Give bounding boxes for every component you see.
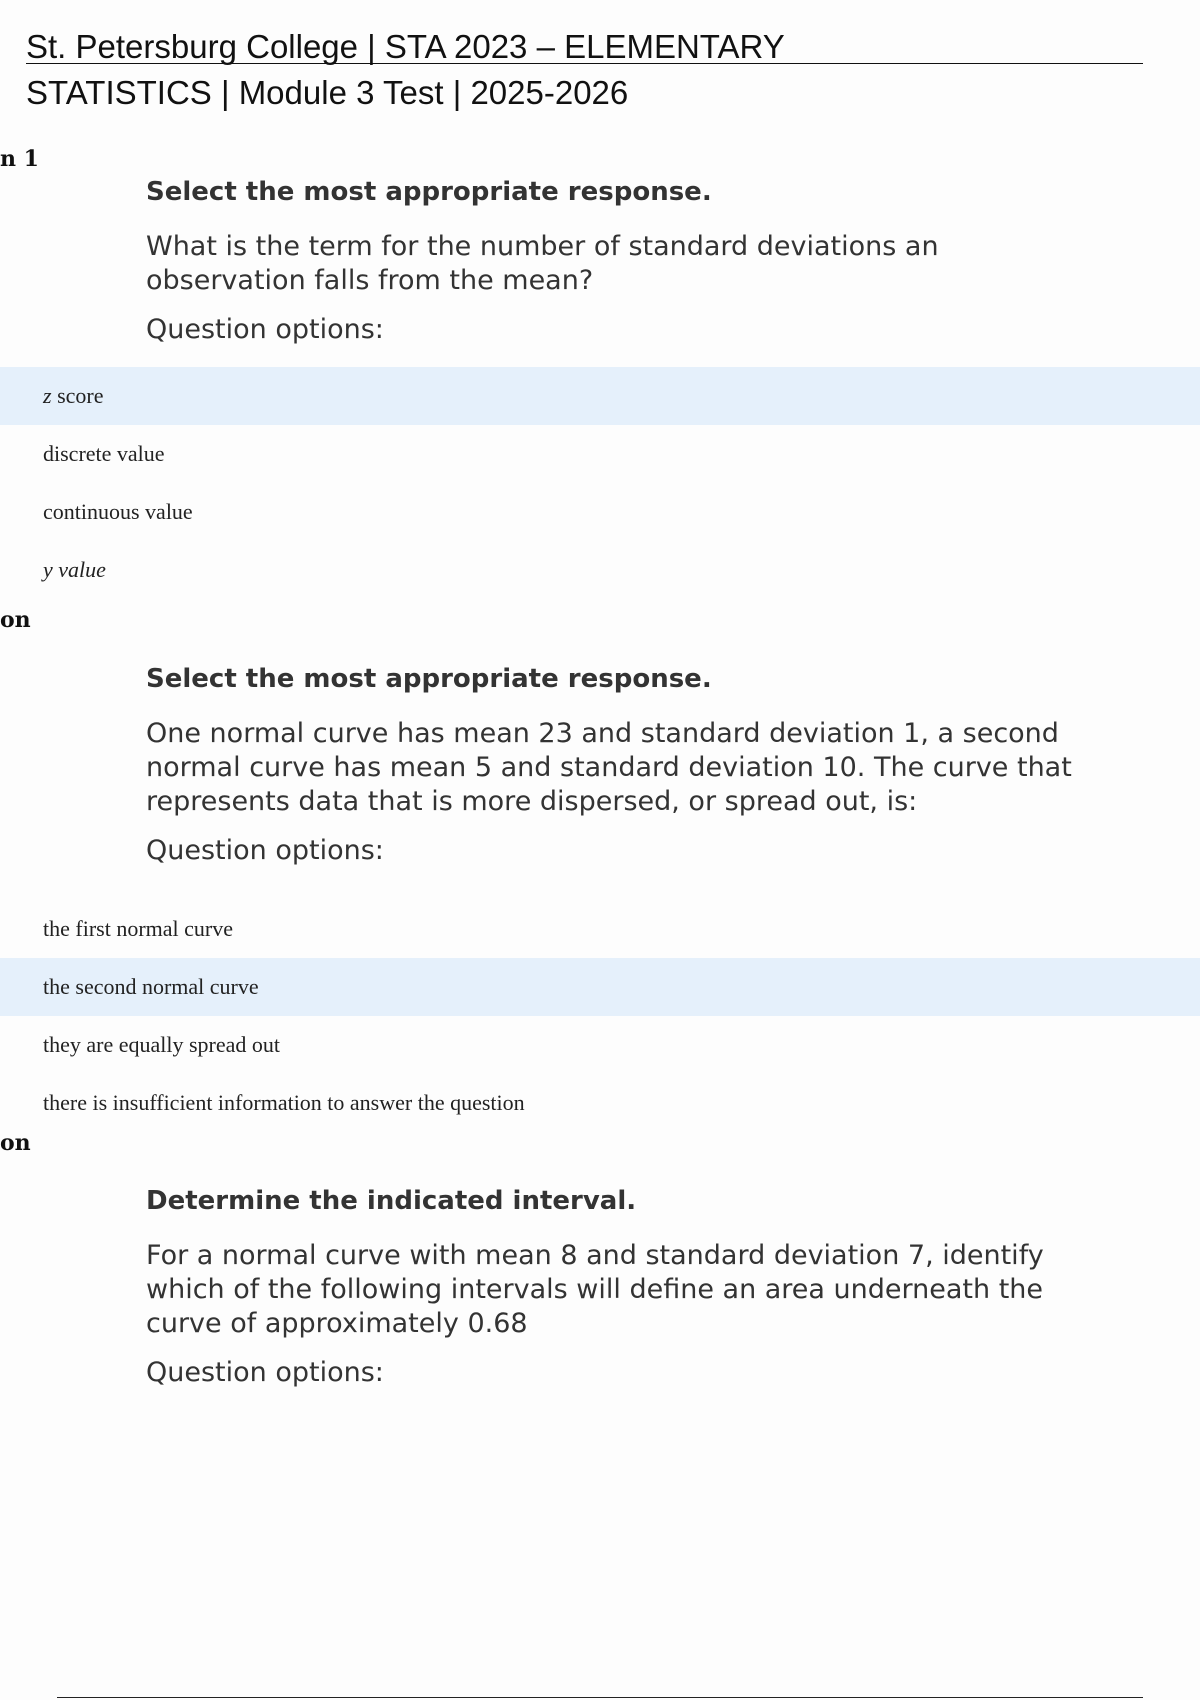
option-insufficient-information[interactable]: there is insufficient information to answer the question	[43, 1090, 525, 1115]
header-line-1: St. Petersburg College | STA 2023 – ELEMENTARY	[26, 24, 1143, 70]
question-1	[146, 174, 1106, 348]
question-3-options-label: Question options:	[146, 1357, 384, 1388]
question-1-instruction: Select the most appropriate response.	[146, 177, 712, 207]
option-equally-spread-out[interactable]: they are equally spread out	[43, 1032, 281, 1057]
question-2-instruction: Select the most appropriate response.	[146, 664, 712, 694]
option-z-score[interactable]	[0, 367, 1200, 425]
question-3-label: on	[0, 1130, 31, 1156]
question-2-options-label: Question options:	[146, 835, 384, 866]
question-2-options	[0, 900, 1200, 1132]
footer-rule	[57, 1697, 1143, 1698]
question-3-instruction: Determine the indicated interval.	[146, 1186, 637, 1216]
document-header	[26, 24, 1143, 116]
header-line-2: STATISTICS | Module 3 Test | 2025-2026	[26, 74, 629, 111]
option-first-normal-curve[interactable]: the first normal curve	[43, 916, 233, 941]
option-discrete-value[interactable]: discrete value	[43, 441, 165, 466]
question-2-text: One normal curve has mean 23 and standard deviation 1, a second normal curve has mean 5 and standard deviation 10. The curve that represents data that is more dispersed, or spread out, is:	[146, 718, 1072, 817]
question-1-options-label: Question options:	[146, 314, 384, 345]
option-z-score-label: score	[51, 383, 104, 408]
question-3-text: For a normal curve with mean 8 and standard deviation 7, identify which of the following intervals will define an area underneath the curve of approximately 0.68	[146, 1240, 1044, 1339]
option-second-normal-curve[interactable]: the second normal curve	[0, 958, 1200, 1016]
question-3	[146, 1183, 1106, 1391]
question-2-label: on	[0, 607, 31, 633]
question-1-label: n 1	[0, 146, 39, 172]
option-continuous-value[interactable]: continuous value	[43, 499, 193, 524]
option-y-value[interactable]: y value	[43, 557, 106, 582]
option-z-score-variable: z	[43, 383, 52, 408]
question-1-options	[0, 367, 1200, 599]
question-1-text: What is the term for the number of standard deviations an observation falls from the mean?	[146, 231, 939, 296]
question-2	[146, 661, 1106, 869]
